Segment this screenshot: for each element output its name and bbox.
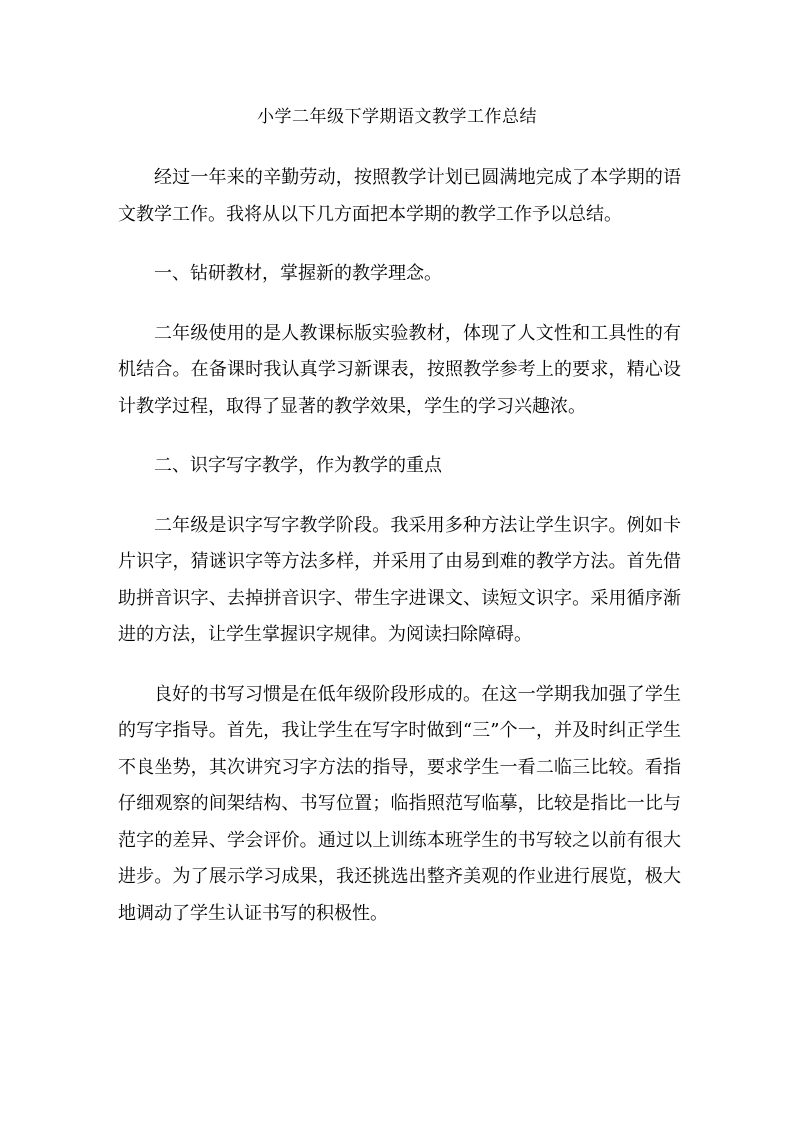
section-heading-2: 二、识字写字教学，作为教学的重点 bbox=[154, 455, 442, 476]
section-heading-1: 一、钻研教材，掌握新的教学理念。 bbox=[154, 263, 442, 284]
paragraph-intro: 经过一年来的辛勤劳动，按照教学计划已圆满地完成了本学期的语文教学工作。我将从以下几方面把本学期的教学工作予以总结。 bbox=[118, 167, 681, 225]
document-body bbox=[118, 160, 681, 955]
document-title: 小学二年级下学期语文教学工作总结 bbox=[257, 107, 537, 127]
paragraph-textbook: 二年级使用的是人教课标版实验教材，体现了人文性和工具性的有机结合。在备课时我认真学习新课表，按照教学参考上的要求，精心设计教学过程，取得了显著的教学效果，学生的学习兴趣浓。 bbox=[118, 322, 681, 417]
paragraph-literacy: 二年级是识字写字教学阶段。我采用多种方法让学生识字。例如卡片识字，猜谜识字等方法多样，并采用了由易到难的教学方法。首先借助拼音识字、去掉拼音识字、带生字进课文、读短文识字。采用循序渐进的方法，让学生掌握识字规律。为阅读扫除障碍。 bbox=[118, 514, 681, 645]
paragraph-handwriting: 良好的书写习惯是在低年级阶段形成的。在这一学期我加强了学生的写字指导。首先，我让学生在写字时做到“三”个一，并及时纠正学生不良坐势，其次讲究习字方法的指导，要求学生一看二临三比较。看指仔细观察的间架结构、书写位置；临指照范写临摹，比较是指比一比与范字的差异、学会评价。通过以上训练本班学生的书写较之以前有很大进步。为了展示学习成果，我还挑选出整齐美观的作业进行展览，极大地调动了学生认证书写的积极性。 bbox=[118, 683, 681, 924]
